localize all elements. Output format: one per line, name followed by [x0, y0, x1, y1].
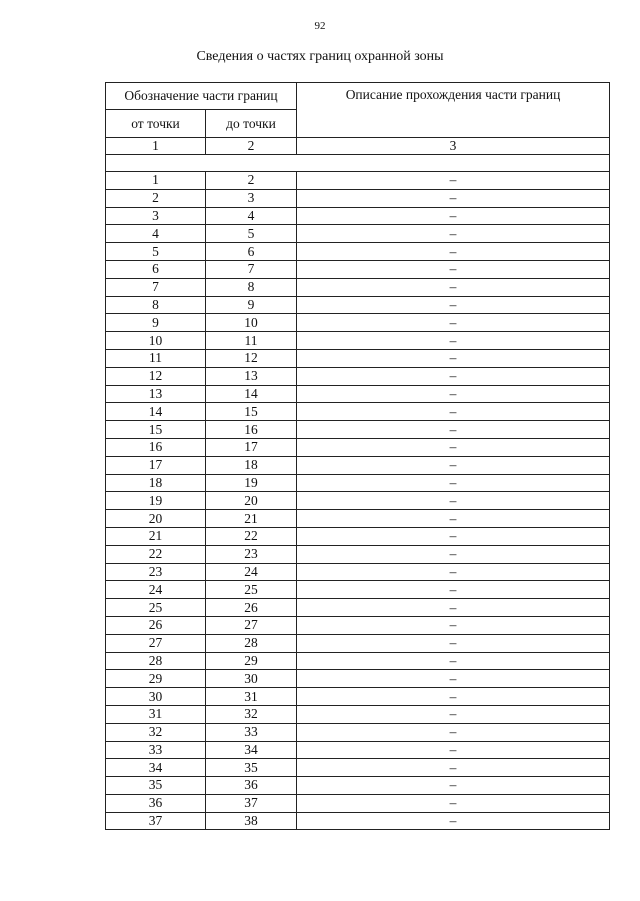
description-cell: – — [297, 243, 610, 261]
to-point-cell: 22 — [206, 527, 297, 545]
table-row — [106, 510, 610, 528]
from-point-cell: 19 — [106, 492, 206, 510]
from-point-cell: 29 — [106, 670, 206, 688]
table-row — [106, 332, 610, 350]
to-point-cell: 32 — [206, 705, 297, 723]
table-row — [106, 492, 610, 510]
to-point-cell: 12 — [206, 349, 297, 367]
description-cell: – — [297, 812, 610, 830]
description-cell: – — [297, 260, 610, 278]
from-point-cell: 22 — [106, 545, 206, 563]
table-row — [106, 278, 610, 296]
table-body — [106, 172, 610, 830]
table-row — [106, 545, 610, 563]
to-point-cell: 21 — [206, 510, 297, 528]
description-cell: – — [297, 385, 610, 403]
table-row — [106, 599, 610, 617]
from-point-cell: 31 — [106, 705, 206, 723]
from-point-cell: 10 — [106, 332, 206, 350]
to-point-cell: 38 — [206, 812, 297, 830]
page-title: Сведения о частях границ охранной зоны — [196, 49, 444, 64]
description-cell: – — [297, 367, 610, 385]
description-cell: – — [297, 207, 610, 225]
from-point-cell: 7 — [106, 278, 206, 296]
from-point-header: от точки — [106, 110, 206, 138]
table-row — [106, 438, 610, 456]
from-point-cell: 24 — [106, 581, 206, 599]
to-point-cell: 18 — [206, 456, 297, 474]
from-point-cell: 28 — [106, 652, 206, 670]
table-row — [106, 260, 610, 278]
from-point-cell: 30 — [106, 688, 206, 706]
table-row — [106, 189, 610, 207]
description-cell: – — [297, 616, 610, 634]
to-point-cell: 2 — [206, 172, 297, 190]
from-point-cell: 8 — [106, 296, 206, 314]
to-point-cell: 11 — [206, 332, 297, 350]
table-row — [106, 403, 610, 421]
table-row — [106, 527, 610, 545]
to-point-cell: 4 — [206, 207, 297, 225]
description-cell: – — [297, 599, 610, 617]
to-point-cell: 33 — [206, 723, 297, 741]
to-point-cell: 9 — [206, 296, 297, 314]
from-point-cell: 11 — [106, 349, 206, 367]
description-cell: – — [297, 777, 610, 795]
description-cell: – — [297, 278, 610, 296]
description-cell: – — [297, 545, 610, 563]
from-point-cell: 12 — [106, 367, 206, 385]
table-row — [106, 421, 610, 439]
description-cell: – — [297, 652, 610, 670]
description-cell: – — [297, 172, 610, 190]
to-point-cell: 13 — [206, 367, 297, 385]
description-cell: – — [297, 492, 610, 510]
from-point-cell: 26 — [106, 616, 206, 634]
to-point-cell: 27 — [206, 616, 297, 634]
to-point-cell: 36 — [206, 777, 297, 795]
table-row — [106, 296, 610, 314]
table-row — [106, 172, 610, 190]
from-point-cell: 14 — [106, 403, 206, 421]
from-point-cell: 35 — [106, 777, 206, 795]
table-row — [106, 634, 610, 652]
table-row — [106, 670, 610, 688]
to-point-cell: 31 — [206, 688, 297, 706]
table-row — [106, 314, 610, 332]
to-point-cell: 14 — [206, 385, 297, 403]
table-row — [106, 367, 610, 385]
description-cell: – — [297, 456, 610, 474]
to-point-cell: 26 — [206, 599, 297, 617]
table-row — [106, 456, 610, 474]
table-row — [106, 563, 610, 581]
from-point-cell: 20 — [106, 510, 206, 528]
table-row — [106, 243, 610, 261]
description-cell: – — [297, 510, 610, 528]
from-point-cell: 13 — [106, 385, 206, 403]
from-point-cell: 23 — [106, 563, 206, 581]
from-point-cell: 34 — [106, 759, 206, 777]
from-point-cell: 16 — [106, 438, 206, 456]
description-cell: – — [297, 688, 610, 706]
table-row — [106, 581, 610, 599]
description-cell: – — [297, 296, 610, 314]
description-cell: – — [297, 563, 610, 581]
to-point-cell: 20 — [206, 492, 297, 510]
description-cell: – — [297, 349, 610, 367]
description-cell: – — [297, 794, 610, 812]
to-point-header: до точки — [206, 110, 297, 138]
to-point-cell: 8 — [206, 278, 297, 296]
description-cell: – — [297, 581, 610, 599]
to-point-cell: 35 — [206, 759, 297, 777]
to-point-cell: 5 — [206, 225, 297, 243]
to-point-cell: 19 — [206, 474, 297, 492]
table-row — [106, 474, 610, 492]
from-point-cell: 5 — [106, 243, 206, 261]
table-row — [106, 812, 610, 830]
to-point-cell: 15 — [206, 403, 297, 421]
description-cell: – — [297, 723, 610, 741]
to-point-cell: 30 — [206, 670, 297, 688]
from-point-cell: 36 — [106, 794, 206, 812]
description-cell: – — [297, 225, 610, 243]
table-row — [106, 777, 610, 795]
to-point-cell: 16 — [206, 421, 297, 439]
column-number-1: 1 — [106, 138, 206, 155]
description-cell: – — [297, 314, 610, 332]
description-cell: – — [297, 634, 610, 652]
table-row — [106, 616, 610, 634]
table-row — [106, 385, 610, 403]
from-point-cell: 33 — [106, 741, 206, 759]
from-point-cell: 2 — [106, 189, 206, 207]
description-cell: – — [297, 189, 610, 207]
designation-header: Обозначение части границ — [106, 83, 297, 110]
from-point-cell: 18 — [106, 474, 206, 492]
column-number-3: 3 — [297, 138, 610, 155]
table-row — [106, 207, 610, 225]
to-point-cell: 29 — [206, 652, 297, 670]
to-point-cell: 25 — [206, 581, 297, 599]
to-point-cell: 24 — [206, 563, 297, 581]
from-point-cell: 15 — [106, 421, 206, 439]
description-cell: – — [297, 759, 610, 777]
table-row — [106, 759, 610, 777]
to-point-cell: 37 — [206, 794, 297, 812]
table-row — [106, 349, 610, 367]
from-point-cell: 4 — [106, 225, 206, 243]
table-row — [106, 741, 610, 759]
from-point-cell: 3 — [106, 207, 206, 225]
description-cell: – — [297, 421, 610, 439]
page-number: 92 — [314, 20, 326, 32]
description-cell: – — [297, 438, 610, 456]
from-point-cell: 17 — [106, 456, 206, 474]
from-point-cell: 6 — [106, 260, 206, 278]
description-cell: – — [297, 527, 610, 545]
description-header: Описание прохождения части границ — [297, 83, 610, 138]
table-row — [106, 723, 610, 741]
description-cell: – — [297, 741, 610, 759]
from-point-cell: 25 — [106, 599, 206, 617]
table-row — [106, 225, 610, 243]
table-row — [106, 652, 610, 670]
boundary-parts-table — [105, 82, 610, 830]
description-cell: – — [297, 705, 610, 723]
from-point-cell: 27 — [106, 634, 206, 652]
to-point-cell: 23 — [206, 545, 297, 563]
from-point-cell: 9 — [106, 314, 206, 332]
to-point-cell: 3 — [206, 189, 297, 207]
to-point-cell: 34 — [206, 741, 297, 759]
from-point-cell: 1 — [106, 172, 206, 190]
description-cell: – — [297, 474, 610, 492]
from-point-cell: 32 — [106, 723, 206, 741]
to-point-cell: 17 — [206, 438, 297, 456]
table-row — [106, 705, 610, 723]
from-point-cell: 37 — [106, 812, 206, 830]
column-number-2: 2 — [206, 138, 297, 155]
to-point-cell: 10 — [206, 314, 297, 332]
description-cell: – — [297, 403, 610, 421]
table-row — [106, 688, 610, 706]
to-point-cell: 7 — [206, 260, 297, 278]
table-row — [106, 794, 610, 812]
to-point-cell: 28 — [206, 634, 297, 652]
to-point-cell: 6 — [206, 243, 297, 261]
description-cell: – — [297, 670, 610, 688]
description-cell: – — [297, 332, 610, 350]
from-point-cell: 21 — [106, 527, 206, 545]
empty-separator-row — [106, 155, 610, 172]
